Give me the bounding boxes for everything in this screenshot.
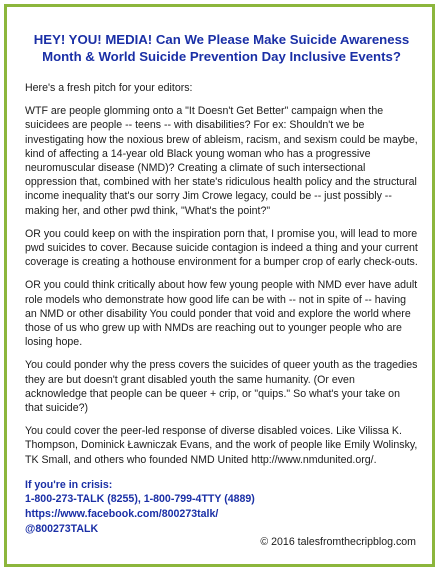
paragraph-peer-led: You could cover the peer-led response of diverse disabled voices. Like Vilissa K. Thompson, Dominick Ławniczak Evans, and the work of people like Emily Wolinsky, TK Small, and others who founded NMD United http://www.nmdunited.org/.	[25, 425, 418, 466]
document-frame	[4, 4, 435, 567]
crisis-heading: If you're in crisis:	[25, 478, 113, 491]
title-line-1: HEY! YOU! MEDIA! Can We Please Make Suicide Awareness	[33, 32, 410, 47]
document-title	[25, 31, 418, 65]
crisis-twitter-handle[interactable]: @800273TALK	[25, 522, 99, 535]
paragraph-role-models: OR you could think critically about how few young people with NMD ever have adult role models who demonstrate how good life can be with -- not in spite of -- having an NMD or other disability You could ponder that void and explore the world where those of us who grew up with NMDs are reaching out to younger people who are losing hope.	[25, 279, 418, 349]
paragraph-queer-youth: You could ponder why the press covers the suicides of queer youth as the tragedies they are but doesn't grant disabled youth the same humanity. (Or even acknowledge that people can be queer + crip, or "quips." So what's your take on that suicide?)	[25, 359, 418, 415]
title-line-2: Month & World Suicide Prevention Day Inclusive Events?	[42, 49, 401, 64]
crisis-phones: 1-800-273-TALK (8255), 1-800-799-4TTY (4889)	[25, 493, 255, 506]
copyright-footer: © 2016 talesfromthecripblog.com	[260, 536, 416, 548]
paragraph-intro: Here's a fresh pitch for your editors:	[25, 82, 193, 94]
crisis-facebook-link[interactable]: https://www.facebook.com/800273talk/	[25, 508, 219, 521]
crisis-info	[25, 478, 418, 536]
paragraph-inspiration-porn: OR you could keep on with the inspiration porn that, I promise you, will lead to more pwd suicides to cover. Because suicide contagion is indeed a thing and your current coverage is creating a hothouse environment for a bumper crop of early check-outs.	[25, 227, 418, 269]
document-body	[25, 31, 418, 536]
paragraph-wtf: WTF are people glomming onto a "It Doesn't Get Better" campaign when the suicidees are people -- teens -- with disabilities? For ex: Shouldn't we be investigating how the noxious brew of ableism, racism, and sexism could be maybe, kind of affecting a 14-year old Black young woman who has a progressive neuromuscular disease (NMD)? Creating a climate of such intersectional oppression that, combined with her state's ridiculous health policy and the structural income inequality that's our sorry Jim Crowe legacy, could be -- just possibly -- making her, and other pwd think, "What's the point?"	[25, 105, 418, 217]
